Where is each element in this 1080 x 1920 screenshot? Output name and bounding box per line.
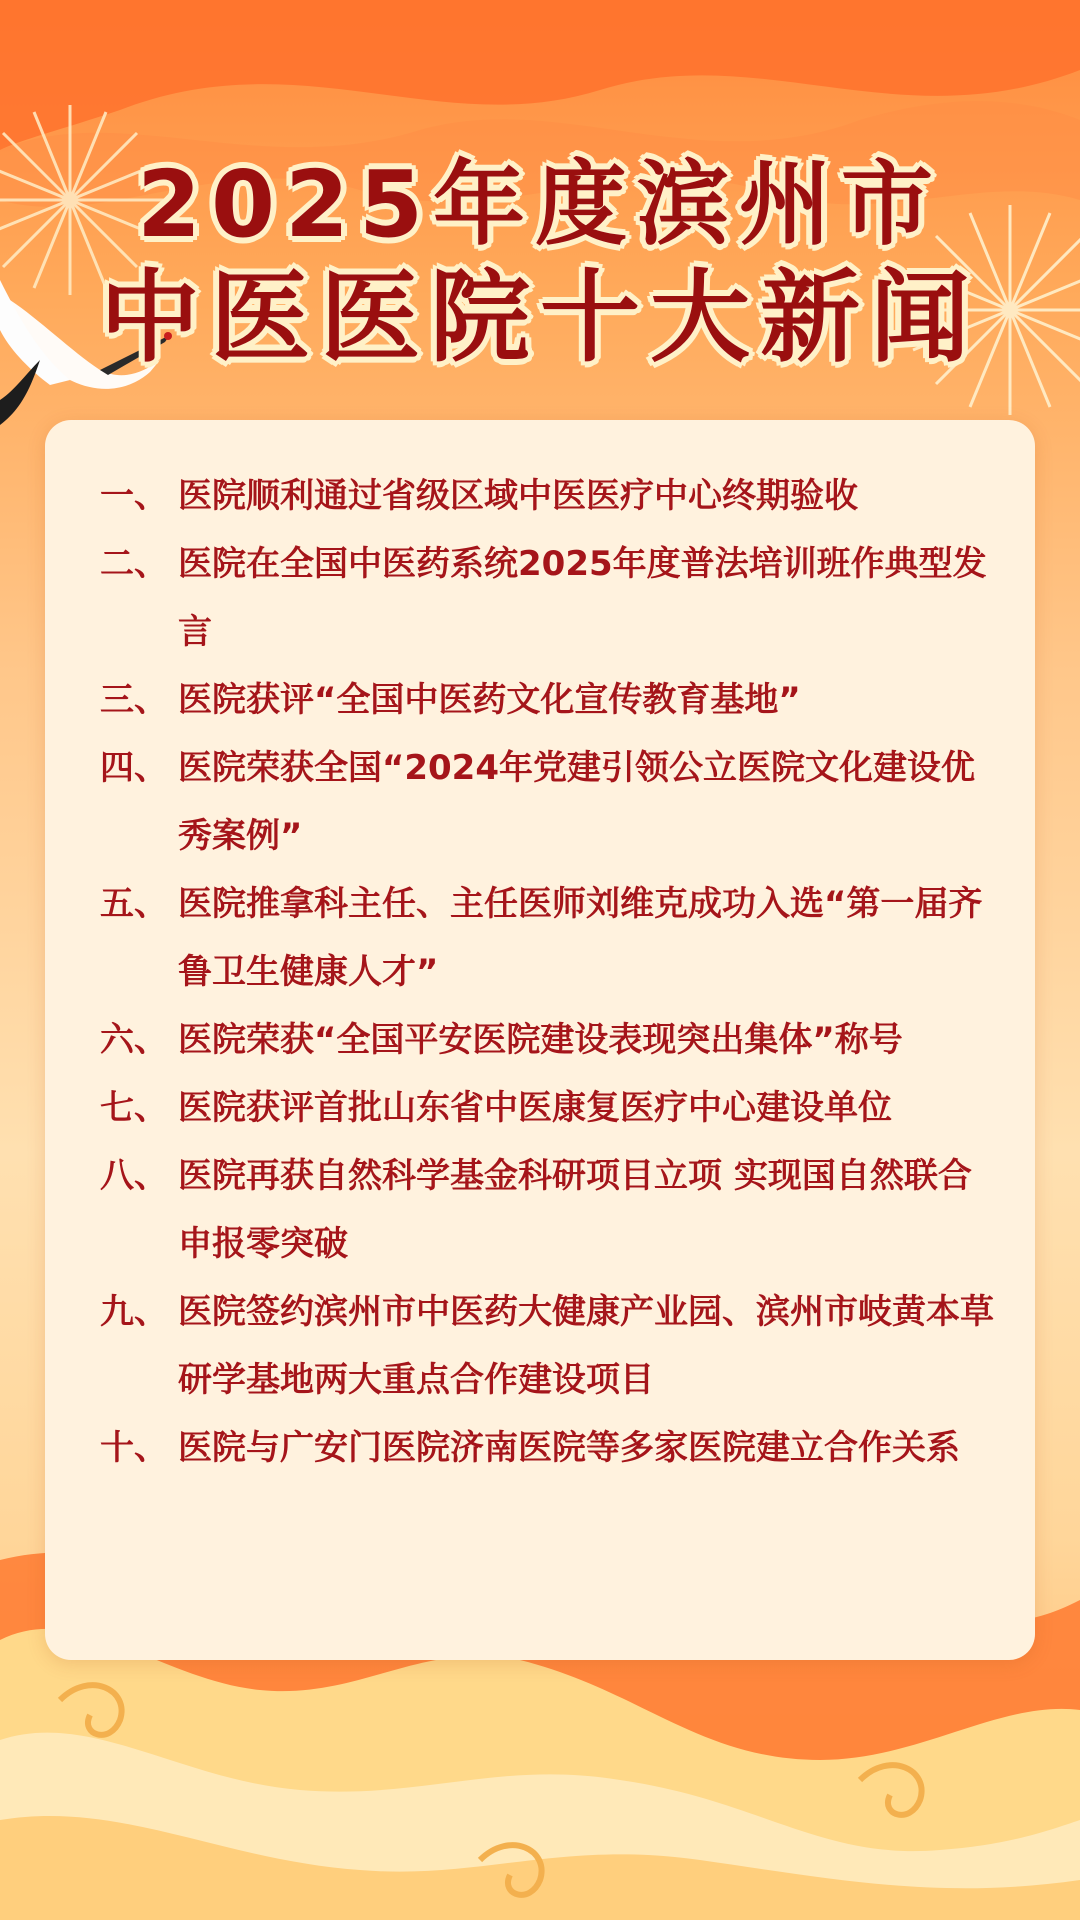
news-number: 九、 [100, 1292, 168, 1332]
news-item-3 [100, 666, 1000, 734]
news-item-10 [100, 1414, 1000, 1482]
news-text: 医院签约滨州市中医药大健康产业园、滨州市岐黄本草研学基地两大重点合作建设项目 [178, 1292, 994, 1400]
news-number: 二、 [100, 544, 168, 584]
news-text: 医院再获自然科学基金科研项目立项 实现国自然联合申报零突破 [178, 1156, 972, 1264]
news-item-2 [100, 530, 1000, 666]
news-item-5 [100, 870, 1000, 1006]
news-text: 医院顺利通过省级区域中医医疗中心终期验收 [178, 476, 858, 516]
page-title-line2: 中医医院十大新闻 [100, 259, 980, 376]
news-item-4 [100, 734, 1000, 870]
news-text: 医院推拿科主任、主任医师刘维克成功入选“第一届齐鲁卫生健康人才” [178, 884, 983, 992]
news-number: 八、 [100, 1156, 168, 1196]
news-item-9 [100, 1278, 1000, 1414]
news-number: 六、 [100, 1020, 168, 1060]
news-item-7 [100, 1074, 1000, 1142]
news-number: 七、 [100, 1088, 168, 1128]
news-text: 医院获评首批山东省中医康复医疗中心建设单位 [178, 1088, 892, 1128]
news-item-8 [100, 1142, 1000, 1278]
page-title-line1: 2025年度滨州市 [136, 151, 944, 258]
news-number: 三、 [100, 680, 168, 720]
news-text: 医院与广安门医院济南医院等多家医院建立合作关系 [178, 1428, 960, 1468]
news-text: 医院获评“全国中医药文化宣传教育基地” [178, 680, 801, 720]
news-text: 医院荣获全国“2024年党建引领公立医院文化建设优秀案例” [178, 748, 975, 856]
news-number: 一、 [100, 476, 168, 516]
news-item-6 [100, 1006, 1000, 1074]
news-text: 医院在全国中医药系统2025年度普法培训班作典型发言 [178, 544, 987, 652]
news-text: 医院荣获“全国平安医院建设表现突出集体”称号 [178, 1020, 903, 1060]
news-item-1 [100, 462, 1000, 530]
news-number: 四、 [100, 748, 168, 788]
news-number: 十、 [100, 1428, 168, 1468]
news-number: 五、 [100, 884, 168, 924]
news-list [100, 462, 1000, 1482]
